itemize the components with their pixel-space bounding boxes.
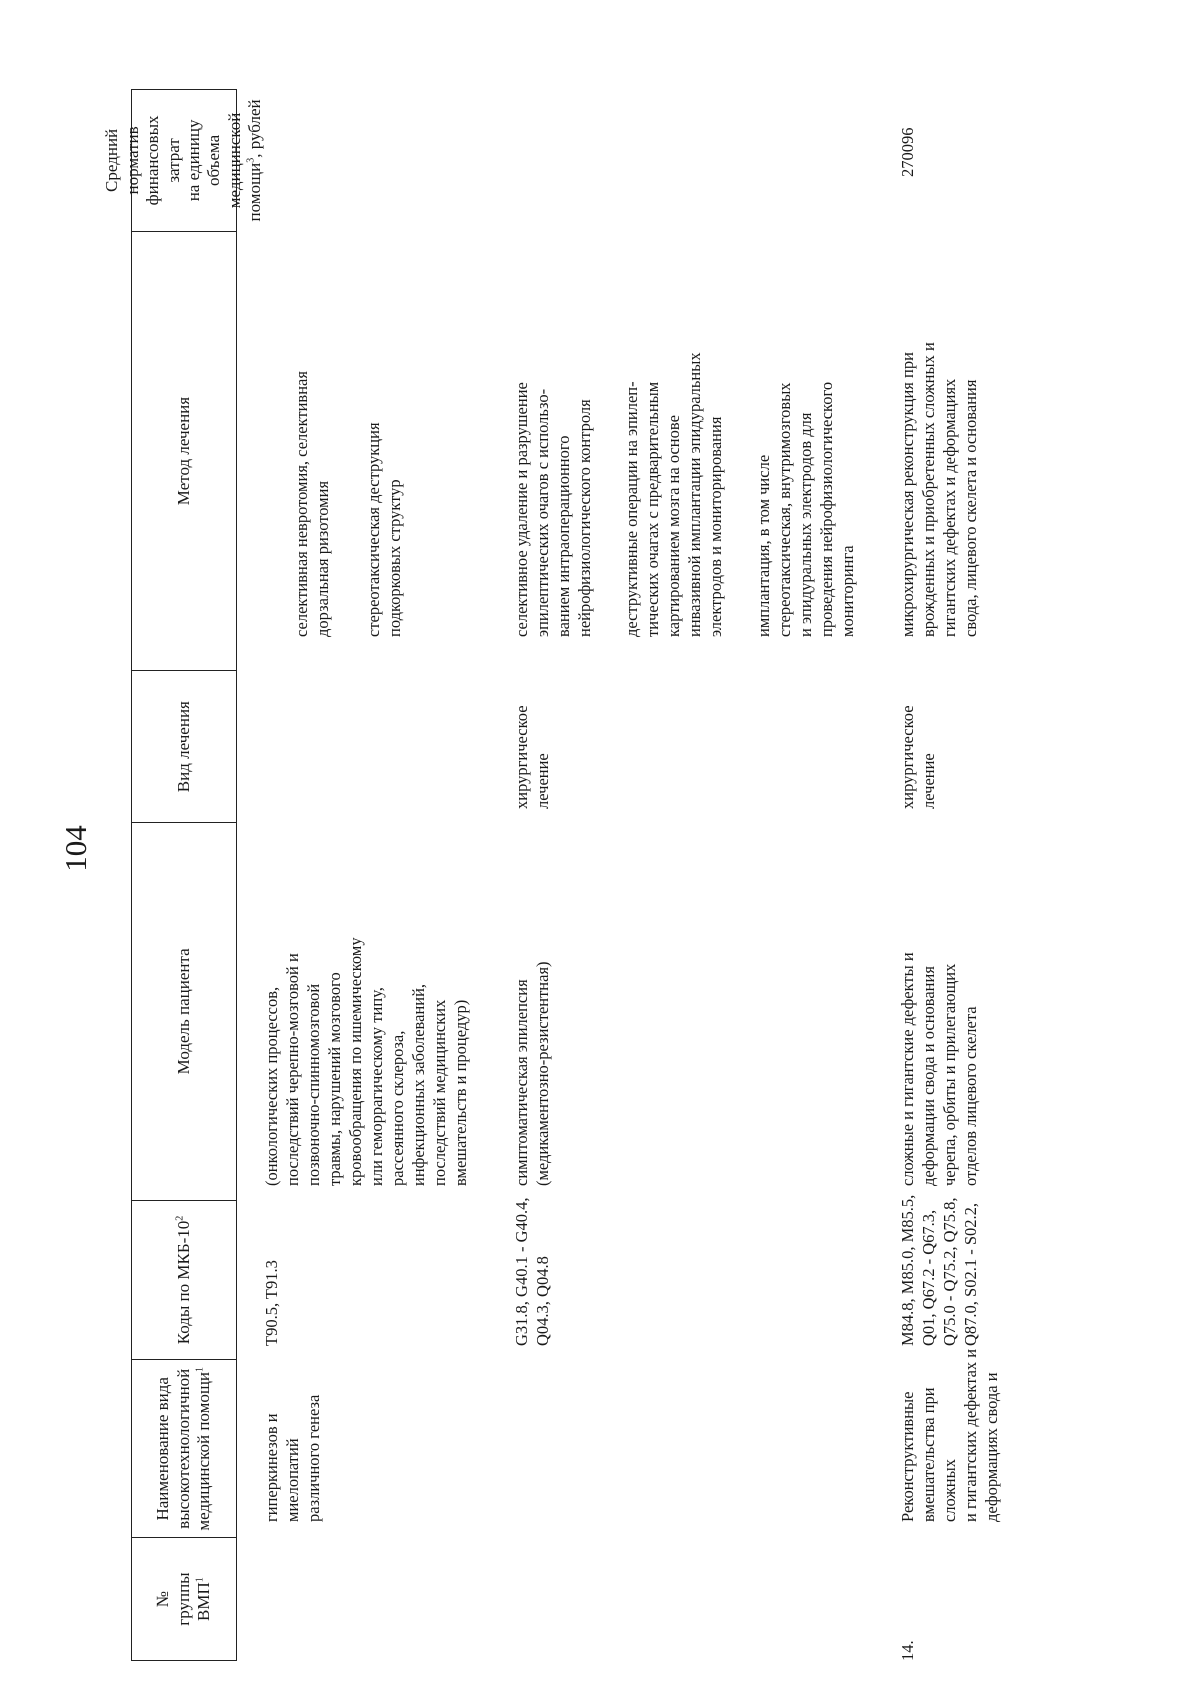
row-1-patient-model: симптоматическая эпилепсия (медикаментозно-резистентная) xyxy=(512,961,552,1186)
row-2-group-number: 14. xyxy=(898,1640,917,1661)
row-1-treatment-type: хирургическое лечение xyxy=(512,705,552,809)
row-0-method-1: селективная невротомия, селективная дорзальная ризотомия xyxy=(292,371,332,637)
header-vmp-name: Наименование вида высокотехнологичной медицинской помощи$^1$ xyxy=(132,1359,236,1537)
header-cost-standard: Средний норматив финансовых затрат на единицу объема медицинской помощи$^3$, рублей xyxy=(102,99,265,222)
header-group-number: № группы ВМП$^1$ xyxy=(132,1537,236,1660)
header-icd-codes: Коды по МКБ-$10^2$ xyxy=(132,1200,236,1360)
row-0-patient-model: (онкологических процессов, последствий черепно-мозговой и позвоночно-спинномозговой травмы, нарушений мозгового кровообращения по ишемическому или геморрагическому типу, рассеянного склероза, инфекционных заболеваний, последствий медицинских вмешательств и процедур) xyxy=(262,937,470,1186)
page-number: 104 xyxy=(58,825,93,872)
row-1-method-1: селективное удаление и разрушение эпилептических очагов с использо- ванием интраоперационного нейрофизиологического контроля xyxy=(512,382,594,637)
table-header xyxy=(102,89,265,1661)
header-treatment-method: Метод лечения xyxy=(132,231,236,670)
row-0-method-2: стереотаксическая деструкция подкорковых структур xyxy=(364,422,404,637)
row-0-vmp-name: гиперкинезов и миелопатий различного генеза xyxy=(262,1394,323,1522)
row-1-method-3: имплантация, в том числе стереотаксическая, внутримозговых и эпидуральных электродов для проведения нейрофизиологического мониторинга xyxy=(754,381,857,637)
row-0-icd-codes: T90.5, T91.3 xyxy=(262,1260,281,1346)
header-treatment-type: Вид лечения xyxy=(132,670,236,822)
row-2-vmp-name: Реконструктивные вмешательства при сложных и гигантских дефектах и деформациях свода и xyxy=(898,1348,1001,1522)
row-1-icd-codes: G31.8, G40.1 - G40.4, Q04.3, Q04.8 xyxy=(512,1197,552,1346)
row-2-icd-codes: M84.8, M85.0, M85.5, Q01, Q67.2 - Q67.3, Q75.0 - Q75.2, Q75.8, Q87.0, S02.1 - S02.2, xyxy=(898,1194,980,1346)
row-1-method-2: деструктивные операции на эпилеп- тических очагах с предварительным картированием мозга на основе инвазивной имплантации эпидуральных электродов и мониторирования xyxy=(622,352,725,637)
row-2-method-1: микрохирургическая реконструкция при врожденных и приобретенных сложных и гигантских дефектах и деформациях свода, лицевого скелета и основания xyxy=(898,342,980,637)
row-2-cost: 270096 xyxy=(898,127,917,177)
row-2-patient-model: сложные и гигантские дефекты и деформации свода и основания черепа, орбиты и прилегающих отделов лицевого скелета xyxy=(898,952,980,1186)
header-patient-model: Модель пациента xyxy=(132,822,236,1200)
row-2-treatment-type: хирургическое лечение xyxy=(898,705,938,809)
